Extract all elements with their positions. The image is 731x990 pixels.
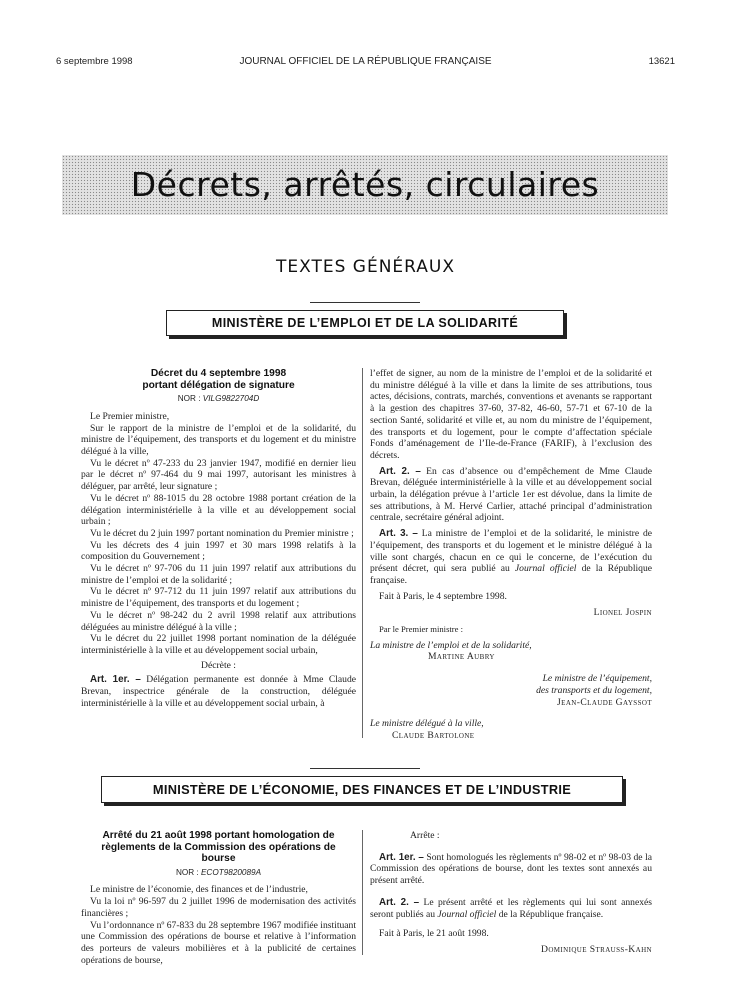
done-at: Fait à Paris, le 4 septembre 1998. [379, 590, 507, 602]
minister-name-aubry: Martine Aubry [428, 651, 495, 663]
page-date: 6 septembre 1998 [56, 56, 133, 67]
arrete-visas [81, 884, 356, 966]
paragraph: Vu l’ordonnance nº 67-833 du 28 septembre 1967 modifiée instituant une Commission des opérations de bourse et relative à l’information des porteurs de valeurs mobilières et à la publicité de certaines opérations de bourse, [81, 919, 356, 966]
arrete-done-at: Fait à Paris, le 21 août 1998. [379, 928, 489, 940]
decree-title: Décret du 4 septembre 1998 portant délégation de signature [142, 368, 295, 391]
paragraph: Vu le décret nº 47-233 du 23 janvier 1947, modifié en dernier lieu par le décret nº 97-464 du 9 mai 1997, autorisant les ministres à déléguer, par arrêté, leur signature ; [81, 457, 356, 493]
paragraph: Vu le décret nº 97-706 du 11 juin 1997 relatif aux attributions du ministre de l’emploi et de la solidarité ; [81, 563, 356, 586]
minister-name-gayssot: Jean-Claude Gayssot [557, 696, 652, 708]
article-1: Art. 1er. – Délégation permanente est donnée à Mme Claude Brevan, inspectrice générale de la construction, déléguée interministérielle à la ville et au développement social urbain, à [81, 674, 357, 709]
minister-title-ville: Le ministre délégué à la ville, [370, 718, 484, 730]
ministry-box [166, 310, 564, 336]
decree2-right-column [370, 830, 652, 956]
ministry-box-2 [101, 776, 623, 803]
arrete-article-2: Art. 2. – Le présent arrêté et les règlements qui lui sont annexés seront publiés au Journal officiel de la République française. [370, 896, 652, 920]
column-divider-2 [362, 830, 363, 955]
arrete-label: Arrête : [410, 830, 440, 841]
page-number: 13621 [648, 56, 675, 67]
ministry-name: MINISTÈRE DE L’EMPLOI ET DE LA SOLIDARITÉ [211, 316, 519, 330]
paragraph: Vu le décret nº 98-242 du 2 avril 1998 relatif aux attributions déléguées au ministre délégué à la ville ; [81, 609, 356, 633]
box-top-rule-2 [310, 768, 420, 769]
article-3: Art. 3. – La ministre de l’emploi et de la solidarité, le ministre de l’équipement, des transports et du logement et le ministre délégué à la ville sont chargés, chacun en ce qui le concerne, de l’exécution du présent décret, qui sera publié au Journal officiel de la République française. [370, 528, 653, 586]
arrete-title: Arrêté du 21 août 1998 portant homologation de règlements de la Commission des opérations de bourse [101, 830, 336, 865]
arrete-signer: Dominique Strauss-Kahn [541, 943, 652, 955]
par-le-premier-ministre: Par le Premier ministre : [379, 624, 464, 635]
paragraph: Vu la loi nº 96-597 du 2 juillet 1996 de modernisation des activités financières ; [81, 896, 356, 919]
arrete-article-1: Art. 1er. – Sont homologués les règlements nº 98-02 et nº 98-03 de la Commission des opérations de bourse, dont les textes sont annexés au présent arrêté. [370, 851, 652, 887]
decree1-right-column [370, 368, 652, 742]
article-1-continuation: l’effet de signer, au nom de la ministre de l’emploi et de la solidarité et du ministre délégué à la ville et dans la limite de ses attributions, tous actes, décisions, contrats, marchés, conventions et avenants se rapportant à la gestion des chapitres 37-60, 37-82, 46-60, 57-71 et 67-10 de la section Santé, solidarité et ville et, au nom du ministre de l’équipement, des transports et du logement, pour le compte d’affectation spéciale Fonds d’aménagement de l’Ile-de-France (FARIF), à l’exclusion des décrets. [370, 368, 652, 461]
decree1-left-column [81, 368, 356, 709]
paragraph: Vu le décret du 22 juillet 1998 portant nomination de la déléguée interministérielle à la ville et au développement social urbain, [81, 633, 356, 656]
banner-title: Décrets, arrêtés, circulaires [130, 165, 600, 204]
decree1-visas [81, 411, 356, 657]
paragraph: Sur le rapport de la ministre de l’emploi et de la solidarité, du ministre de l’équipement, des transports et du logement et du ministre délégué à la ville, [81, 422, 356, 457]
minister-name-bartolone: Claude Bartolone [392, 729, 475, 741]
paragraph: Vu le décret nº 88-1015 du 28 octobre 1988 portant création de la délégation interministérielle à la ville et au développement social urbain ; [81, 492, 356, 528]
decrete-label: Décrète : [201, 659, 236, 671]
column-divider [362, 368, 363, 738]
paragraph: Le Premier ministre, [90, 410, 170, 422]
section-title: TEXTES GÉNÉRAUX [275, 257, 455, 277]
minister-title-equipement-2: des transports et du logement, [536, 684, 652, 696]
journal-title: JOURNAL OFFICIEL DE LA RÉPUBLIQUE FRANÇAISE [239, 56, 492, 67]
minister-title-equipement: Le ministre de l’équipement, [542, 673, 652, 685]
decree2-left-column [81, 830, 356, 966]
ministry-name-2: MINISTÈRE DE L’ÉCONOMIE, DES FINANCES ET DE L’INDUSTRIE [152, 782, 572, 797]
nor-reference-2: NOR : ECOT9820089A [175, 867, 262, 877]
minister-title-emploi: La ministre de l’emploi et de la solidarité, [370, 639, 532, 651]
paragraph: Vu les décrets des 4 juin 1997 et 30 mars 1998 relatifs à la composition du Gouvernement ; [81, 539, 356, 563]
paragraph: Le ministre de l’économie, des finances et de l’industrie, [90, 884, 308, 896]
nor-reference: NOR : VILG9822704D [177, 394, 260, 404]
box-top-rule [310, 302, 420, 303]
paragraph: Vu le décret du 2 juin 1997 portant nomination du Premier ministre ; [90, 527, 354, 539]
article-2: Art. 2. – En cas d’absence ou d’empêchement de Mme Claude Brevan, déléguée interministérielle à la ville et au développement social urbain, la délégation prévue à l’article 1er est dévolue, dans la limite de ses attributions, à M. Hervé Carlier, attaché principal d’administration centrale, secrétaire général adjoint. [370, 465, 652, 524]
paragraph: Vu le décret nº 97-712 du 11 juin 1997 relatif aux attributions du ministre de l’équipement, des transports et du logement ; [81, 586, 356, 610]
signer-premier-ministre: Lionel Jospin [593, 607, 652, 619]
